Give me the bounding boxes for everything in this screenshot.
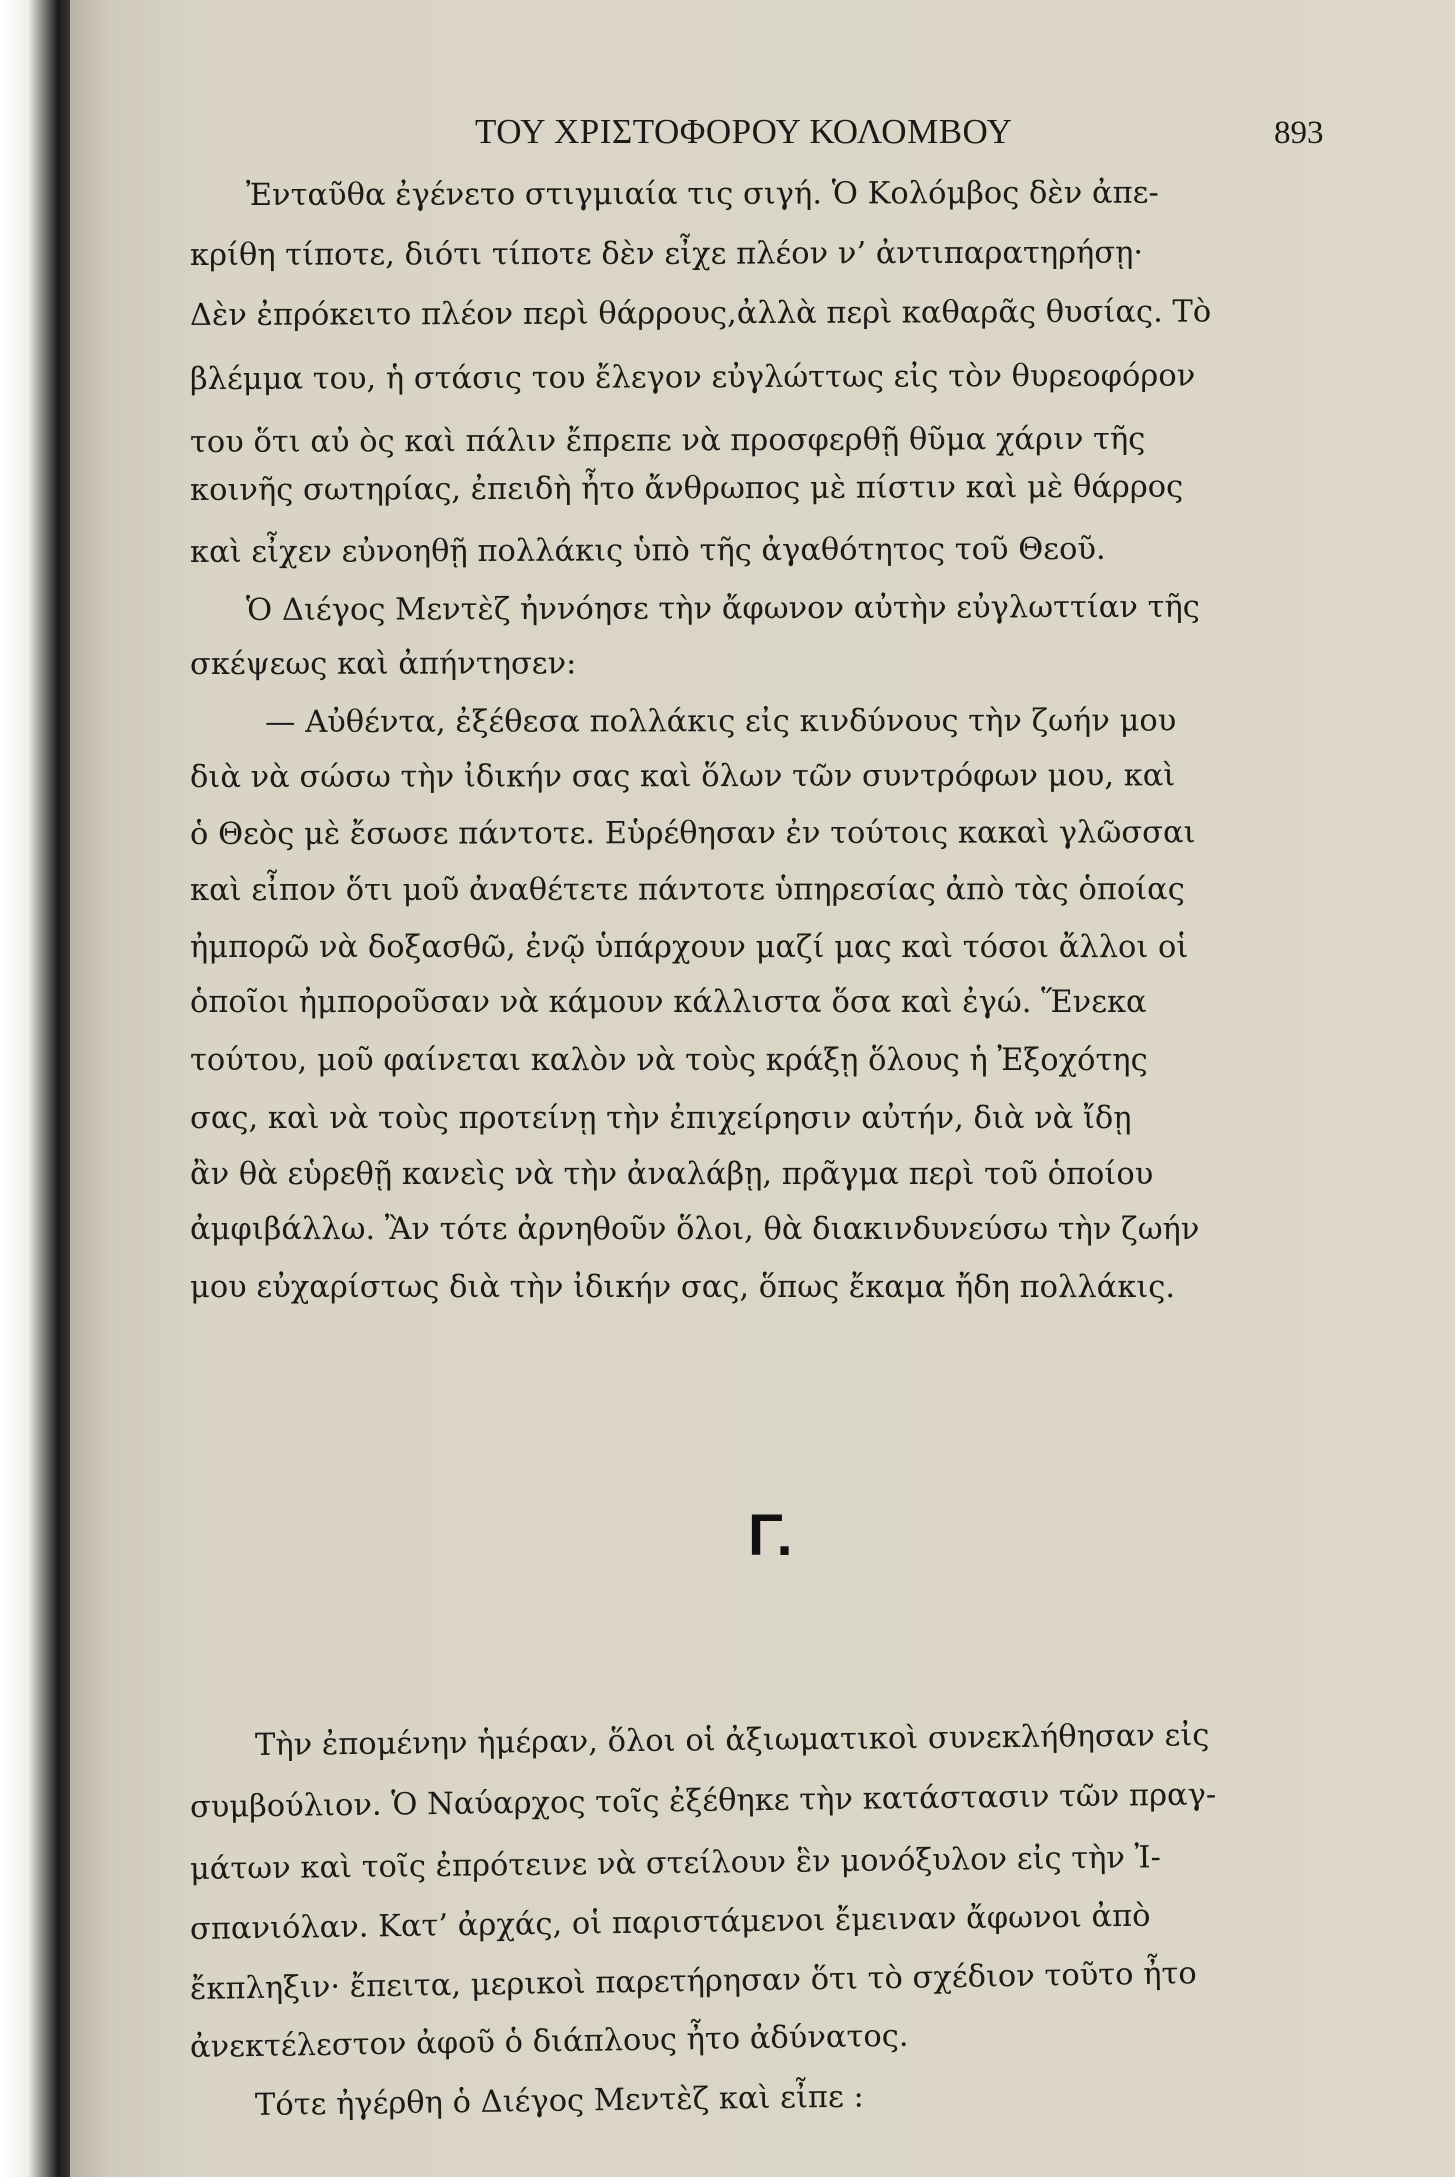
text-line: ἠμπορῶ νὰ δοξασθῶ, ἐνῷ ὑπάρχουν μαζί μας καὶ τόσοι ἄλλοι οἱ xyxy=(190,930,1189,965)
text-line: μάτων καὶ τοῖς ἐπρότεινε νὰ στείλουν ἓν μονόξυλον εἰς τὴν Ἰ- xyxy=(189,1840,1162,1887)
text-line: βλέμμα του, ἡ στάσις του ἔλεγον εὐγλώττως εἰς τὸν θυρεοφόρον xyxy=(189,358,1196,397)
text-line: ὁ Θεὸς μὲ ἔσωσε πάντοτε. Εὑρέθησαν ἐν τούτοις κακαὶ γλῶσσαι xyxy=(189,815,1196,852)
text-line: κοινῆς σωτηρίας, ἐπειδὴ ἦτο ἄνθρωπος μὲ πίστιν καὶ μὲ θάρρος xyxy=(189,469,1184,508)
text-line: Ἐνταῦθα ἐγένετο στιγμιαία τις σιγή. Ὁ Κολόμβος δὲν ἀπε- xyxy=(245,175,1159,213)
text-line: ἂν θὰ εὑρεθῇ κανεὶς νὰ τὴν ἀναλάβῃ, πρᾶγμα περὶ τοῦ ὁποίου xyxy=(190,1157,1154,1192)
text-line: Δὲν ἐπρόκειτο πλέον περὶ θάρρους,ἀλλὰ περὶ καθαρᾶς θυσίας. Τὸ xyxy=(189,294,1212,333)
text-line: σκέψεως καὶ ἀπήντησεν: xyxy=(189,646,577,682)
section-marker: Γ. xyxy=(748,1503,793,1568)
text-line: Ὁ Διέγος Μεντὲζ ἠννόησε τὴν ἄφωνον αὐτὴν εὐγλωττίαν τῆς xyxy=(245,589,1200,628)
text-line: ὁποῖοι ἠμποροῦσαν νὰ κάμουν κάλλιστα ὅσα καὶ ἐγώ. Ἕνεκα xyxy=(190,985,1147,1020)
text-line: καὶ εἶπον ὅτι μοῦ ἀναθέτετε πάντοτε ὑπηρεσίας ἀπὸ τὰς ὁποίας xyxy=(189,872,1185,908)
text-line: κρίθη τίποτε, διότι τίποτε δὲν εἶχε πλέον ν’ ἀντιπαρατηρήσῃ· xyxy=(189,235,1144,273)
binding-shadow xyxy=(0,0,70,2177)
text-line: σας, καὶ νὰ τοὺς προτείνῃ τὴν ἐπιχείρησιν αὐτήν, διὰ νὰ ἴδῃ xyxy=(190,1101,1132,1136)
text-line: ἀμφιβάλλω. Ἂν τότε ἀρνηθοῦν ὅλοι, θὰ διακινδυνεύσω τὴν ζωήν xyxy=(190,1212,1200,1247)
text-line: του ὅτι αὐ ὸς καὶ πάλιν ἔπρεπε νὰ προσφερθῇ θῦμα χάριν τῆς xyxy=(189,421,1146,460)
page-number: 893 xyxy=(1274,115,1324,151)
text-line: συμβούλιον. Ὁ Ναύαρχος τοῖς ἐξέθηκε τὴν κατάστασιν τῶν πραγ- xyxy=(189,1777,1217,1825)
text-line: σπανιόλαν. Κατ’ ἀρχάς, οἱ παριστάμενοι ἔμειναν ἄφωνοι ἀπὸ xyxy=(189,1898,1151,1947)
text-line: Τὴν ἐπομένην ἡμέραν, ὅλοι οἱ ἀξιωματικοὶ συνεκλήθησαν εἰς xyxy=(254,1718,1210,1763)
text-line: τούτου, μοῦ φαίνεται καλὸν νὰ τοὺς κράξῃ ὅλους ἡ Ἐξοχότης xyxy=(190,1043,1148,1078)
text-line: μου εὐχαρίστως διὰ τὴν ἰδικήν σας, ὅπως ἔκαμα ἤδη πολλάκις. xyxy=(190,1270,1176,1305)
text-line: διὰ νὰ σώσω τὴν ἰδικήν σας καὶ ὅλων τῶν συντρόφων μου, καὶ xyxy=(189,758,1176,795)
text-line: καὶ εἶχεν εὐνοηθῇ πολλάκις ὑπὸ τῆς ἀγαθότητος τοῦ Θεοῦ. xyxy=(189,531,1106,570)
text-line: ἔκπληξιν· ἔπειτα, μερικοὶ παρετήρησαν ὅτι τὸ σχέδιον τοῦτο ἦτο xyxy=(189,1956,1197,2007)
text-line: Τότε ἠγέρθη ὁ Διέγος Μεντὲζ καὶ εἶπε : xyxy=(254,2079,864,2123)
running-head: ΤΟΥ ΧΡΙΣΤΟΦΟΡΟΥ ΚΟΛΟΜΒΟΥ xyxy=(475,112,1013,151)
text-line: — Αὐθέντα, ἐξέθεσα πολλάκις εἰς κινδύνους τὴν ζωήν μου xyxy=(264,703,1177,740)
text-line: ἀνεκτέλεστον ἀφοῦ ὁ διάπλους ἦτο ἀδύνατος. xyxy=(189,2018,909,2065)
